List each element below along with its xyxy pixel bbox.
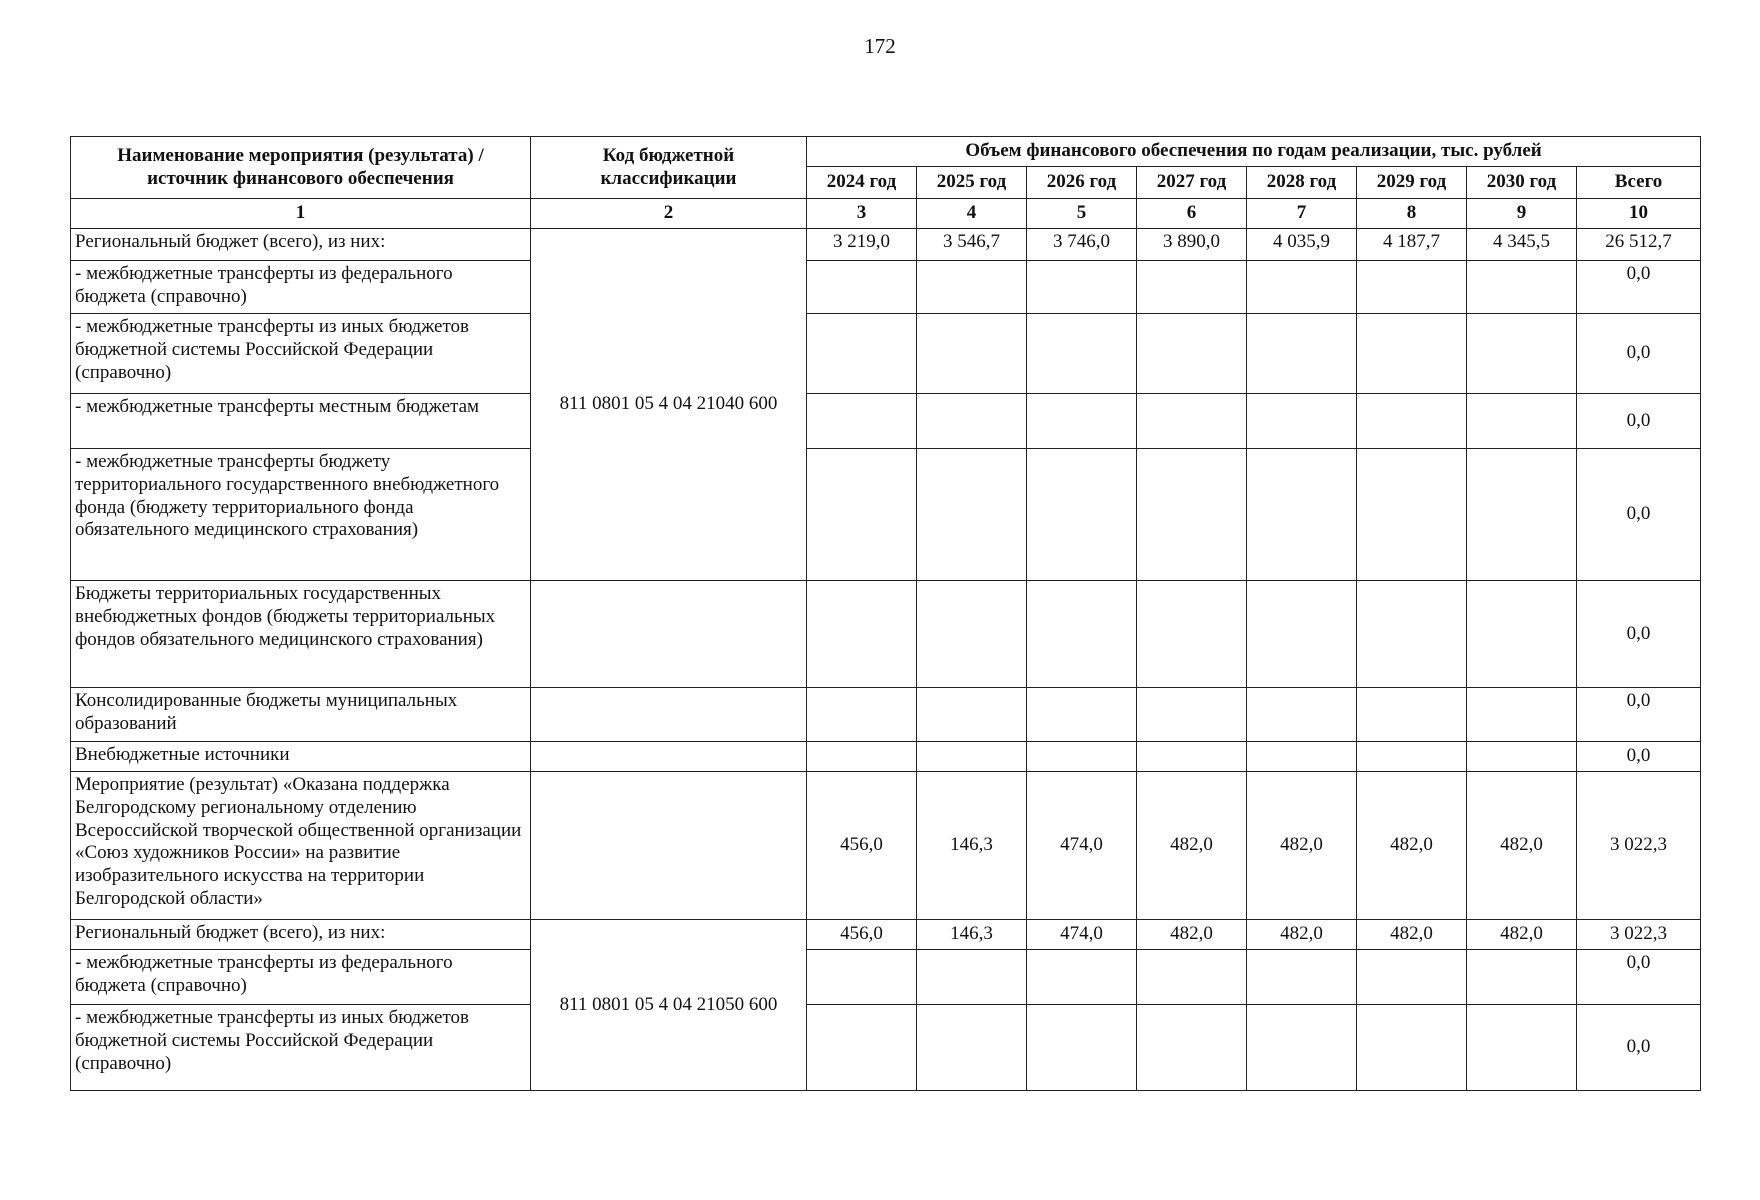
cell-value: 482,0 bbox=[1357, 920, 1467, 950]
budget-code bbox=[531, 581, 807, 688]
budget-code: 811 0801 05 4 04 21040 600 bbox=[531, 229, 807, 581]
cell-value: 482,0 bbox=[1137, 920, 1247, 950]
cell-value bbox=[1247, 314, 1357, 394]
cell-value bbox=[1027, 314, 1137, 394]
cell-total: 0,0 bbox=[1577, 1005, 1701, 1091]
header-year: 2030 год bbox=[1467, 167, 1577, 199]
cell-total: 0,0 bbox=[1577, 314, 1701, 394]
cell-value: 482,0 bbox=[1467, 772, 1577, 920]
cell-value: 482,0 bbox=[1247, 920, 1357, 950]
cell-value bbox=[1137, 314, 1247, 394]
cell-value bbox=[1027, 394, 1137, 449]
cell-value bbox=[1027, 688, 1137, 742]
cell-total: 0,0 bbox=[1577, 950, 1701, 1005]
row-name: - межбюджетные трансферты из федерального бюджета (справочно) bbox=[71, 261, 531, 314]
budget-code bbox=[531, 742, 807, 772]
cell-total: 0,0 bbox=[1577, 742, 1701, 772]
header-year: 2028 год bbox=[1247, 167, 1357, 199]
col-number: 3 bbox=[807, 199, 917, 229]
cell-value: 456,0 bbox=[807, 920, 917, 950]
col-number: 1 bbox=[71, 199, 531, 229]
table-row bbox=[71, 229, 1701, 261]
table-row bbox=[71, 581, 1701, 688]
row-name: - межбюджетные трансферты из иных бюджетов бюджетной системы Российской Федерации (справочно) bbox=[71, 314, 531, 394]
cell-value bbox=[1357, 1005, 1467, 1091]
cell-value bbox=[917, 950, 1027, 1005]
cell-value: 3 746,0 bbox=[1027, 229, 1137, 261]
cell-value bbox=[1467, 394, 1577, 449]
cell-value bbox=[807, 261, 917, 314]
row-name: Региональный бюджет (всего), из них: bbox=[71, 229, 531, 261]
col-number: 4 bbox=[917, 199, 1027, 229]
row-name: - межбюджетные трансферты из федерального бюджета (справочно) bbox=[71, 950, 531, 1005]
header-code: Код бюджетной классификации bbox=[531, 137, 807, 199]
financing-table bbox=[70, 136, 1701, 1091]
cell-value bbox=[917, 449, 1027, 581]
cell-value bbox=[917, 742, 1027, 772]
header-name: Наименование мероприятия (результата) / источник финансового обеспечения bbox=[71, 137, 531, 199]
cell-value: 146,3 bbox=[917, 920, 1027, 950]
table-row bbox=[71, 1005, 1701, 1091]
cell-value bbox=[1247, 742, 1357, 772]
cell-value bbox=[1137, 581, 1247, 688]
cell-value bbox=[1357, 688, 1467, 742]
header-year: 2027 год bbox=[1137, 167, 1247, 199]
cell-value bbox=[1247, 688, 1357, 742]
cell-value bbox=[1027, 261, 1137, 314]
cell-value bbox=[807, 742, 917, 772]
cell-value bbox=[1247, 1005, 1357, 1091]
cell-total: 0,0 bbox=[1577, 394, 1701, 449]
col-number: 5 bbox=[1027, 199, 1137, 229]
cell-value bbox=[1357, 581, 1467, 688]
cell-value bbox=[807, 581, 917, 688]
header-volume: Объем финансового обеспечения по годам реализации, тыс. рублей bbox=[807, 137, 1701, 167]
cell-value: 482,0 bbox=[1357, 772, 1467, 920]
cell-value: 482,0 bbox=[1467, 920, 1577, 950]
cell-value: 4 345,5 bbox=[1467, 229, 1577, 261]
cell-value bbox=[1357, 261, 1467, 314]
cell-value bbox=[1467, 581, 1577, 688]
cell-value bbox=[1027, 449, 1137, 581]
cell-value bbox=[1467, 742, 1577, 772]
cell-value bbox=[1137, 261, 1247, 314]
cell-value bbox=[807, 1005, 917, 1091]
cell-value: 474,0 bbox=[1027, 772, 1137, 920]
table-row bbox=[71, 950, 1701, 1005]
header-year: 2024 год bbox=[807, 167, 917, 199]
cell-value bbox=[1467, 314, 1577, 394]
cell-total: 3 022,3 bbox=[1577, 772, 1701, 920]
cell-value bbox=[1247, 394, 1357, 449]
cell-value bbox=[917, 1005, 1027, 1091]
row-name: Региональный бюджет (всего), из них: bbox=[71, 920, 531, 950]
col-number: 7 bbox=[1247, 199, 1357, 229]
cell-value bbox=[1247, 261, 1357, 314]
cell-value bbox=[1137, 1005, 1247, 1091]
cell-value bbox=[1357, 742, 1467, 772]
cell-value: 4 187,7 bbox=[1357, 229, 1467, 261]
cell-value bbox=[1247, 449, 1357, 581]
cell-total: 0,0 bbox=[1577, 581, 1701, 688]
cell-value bbox=[1357, 314, 1467, 394]
page-number: 172 bbox=[864, 34, 896, 58]
cell-value bbox=[1467, 688, 1577, 742]
cell-value bbox=[1027, 581, 1137, 688]
table-row bbox=[71, 449, 1701, 581]
cell-value bbox=[1467, 261, 1577, 314]
cell-value bbox=[807, 688, 917, 742]
cell-value bbox=[807, 394, 917, 449]
header-year: 2025 год bbox=[917, 167, 1027, 199]
header-year: 2029 год bbox=[1357, 167, 1467, 199]
cell-value bbox=[1357, 394, 1467, 449]
cell-value bbox=[1027, 742, 1137, 772]
cell-value bbox=[807, 314, 917, 394]
cell-value: 146,3 bbox=[917, 772, 1027, 920]
cell-value bbox=[1357, 449, 1467, 581]
table-row bbox=[71, 314, 1701, 394]
table-row bbox=[71, 261, 1701, 314]
cell-value bbox=[807, 950, 917, 1005]
col-number: 6 bbox=[1137, 199, 1247, 229]
table-row bbox=[71, 742, 1701, 772]
cell-value: 482,0 bbox=[1137, 772, 1247, 920]
cell-value bbox=[1137, 950, 1247, 1005]
row-name: Внебюджетные источники bbox=[71, 742, 531, 772]
cell-total: 26 512,7 bbox=[1577, 229, 1701, 261]
cell-value bbox=[917, 581, 1027, 688]
table-row bbox=[71, 772, 1701, 920]
col-number: 10 bbox=[1577, 199, 1701, 229]
cell-value bbox=[1137, 394, 1247, 449]
cell-value: 4 035,9 bbox=[1247, 229, 1357, 261]
cell-value: 3 546,7 bbox=[917, 229, 1027, 261]
cell-value bbox=[1027, 950, 1137, 1005]
cell-total: 0,0 bbox=[1577, 449, 1701, 581]
table-row bbox=[71, 688, 1701, 742]
budget-code: 811 0801 05 4 04 21050 600 bbox=[531, 920, 807, 1091]
budget-code bbox=[531, 772, 807, 920]
cell-value bbox=[1357, 950, 1467, 1005]
cell-value: 456,0 bbox=[807, 772, 917, 920]
row-name: Бюджеты территориальных государственных внебюджетных фондов (бюджеты территориальных фондов обязательного медицинского страхования) bbox=[71, 581, 531, 688]
cell-total: 0,0 bbox=[1577, 688, 1701, 742]
row-name: - межбюджетные трансферты из иных бюджетов бюджетной системы Российской Федерации (справочно) bbox=[71, 1005, 531, 1091]
row-name: - межбюджетные трансферты бюджету территориального государственного внебюджетного фонда (бюджету территориального фонда обязательного медицинского страхования) bbox=[71, 449, 531, 581]
cell-value bbox=[1137, 688, 1247, 742]
cell-total: 0,0 bbox=[1577, 261, 1701, 314]
table-row bbox=[71, 920, 1701, 950]
cell-value bbox=[917, 394, 1027, 449]
cell-value bbox=[807, 449, 917, 581]
row-name: Мероприятие (результат) «Оказана поддержка Белгородскому региональному отделению Всероссийской творческой общественной организации «Союз художников России» на развитие изобразительного искусства на территории Белгородской области» bbox=[71, 772, 531, 920]
cell-value bbox=[917, 261, 1027, 314]
header-year: 2026 год bbox=[1027, 167, 1137, 199]
cell-value: 3 890,0 bbox=[1137, 229, 1247, 261]
row-name: - межбюджетные трансферты местным бюджетам bbox=[71, 394, 531, 449]
cell-value bbox=[1467, 1005, 1577, 1091]
cell-value bbox=[1467, 449, 1577, 581]
cell-value: 3 219,0 bbox=[807, 229, 917, 261]
row-name: Консолидированные бюджеты муниципальных образований bbox=[71, 688, 531, 742]
cell-value: 482,0 bbox=[1247, 772, 1357, 920]
cell-value: 474,0 bbox=[1027, 920, 1137, 950]
budget-code bbox=[531, 688, 807, 742]
table-row bbox=[71, 394, 1701, 449]
cell-value bbox=[917, 314, 1027, 394]
cell-total: 3 022,3 bbox=[1577, 920, 1701, 950]
cell-value bbox=[917, 688, 1027, 742]
cell-value bbox=[1467, 950, 1577, 1005]
col-number: 2 bbox=[531, 199, 807, 229]
cell-value bbox=[1247, 581, 1357, 688]
cell-value bbox=[1137, 742, 1247, 772]
col-number: 9 bbox=[1467, 199, 1577, 229]
cell-value bbox=[1247, 950, 1357, 1005]
col-number: 8 bbox=[1357, 199, 1467, 229]
cell-value bbox=[1137, 449, 1247, 581]
header-total: Всего bbox=[1577, 167, 1701, 199]
cell-value bbox=[1027, 1005, 1137, 1091]
